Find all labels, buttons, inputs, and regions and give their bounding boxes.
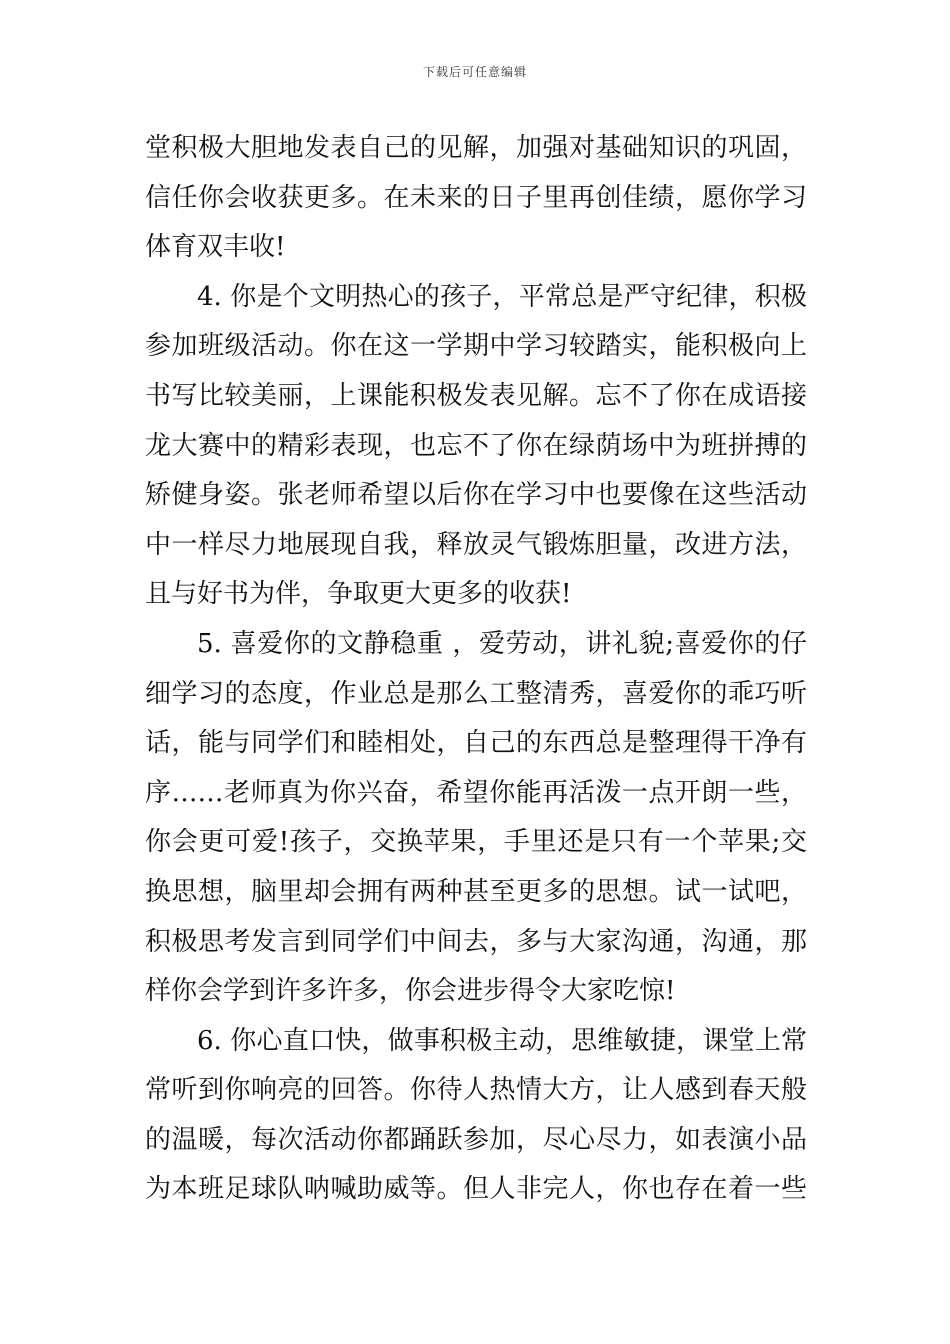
text-line: 且与好书为伴，争取更大更多的收获! bbox=[145, 579, 572, 610]
text-line: 中一样尽力地展现自我，释放灵气锻炼胆量，改进方法， bbox=[145, 529, 807, 560]
text-line: 你会更可爱!孩子，交换苹果，手里还是只有一个苹果;交 bbox=[145, 827, 807, 858]
text-line: 龙大赛中的精彩表现，也忘不了你在绿荫场中为班拼搏的 bbox=[145, 430, 807, 461]
text-line: 书写比较美丽，上课能积极发表见解。忘不了你在成语接 bbox=[145, 380, 807, 411]
paragraph-6-start: 6. 你心直口快，做事积极主动，思维敏捷，课堂上常 bbox=[197, 1025, 807, 1056]
document-body bbox=[145, 124, 807, 1215]
text-line: 为本班足球队呐喊助威等。但人非完人，你也存在着一些 bbox=[145, 1174, 807, 1205]
text-line: 信任你会收获更多。在未来的日子里再创佳绩，愿你学习 bbox=[145, 182, 807, 213]
text-line: 体育双丰收! bbox=[145, 232, 286, 263]
text-line: 常听到你响亮的回答。你待人热情大方，让人感到春天般 bbox=[145, 1075, 807, 1106]
paragraph-4-start: 4. 你是个文明热心的孩子，平常总是严守纪律，积极 bbox=[197, 281, 807, 312]
text-line: 序……老师真为你兴奋，希望你能再活泼一点开朗一些， bbox=[145, 777, 807, 808]
text-line: 话，能与同学们和睦相处，自己的东西总是整理得干净有 bbox=[145, 728, 807, 759]
text-line: 堂积极大胆地发表自己的见解，加强对基础知识的巩固， bbox=[145, 133, 807, 163]
paragraph-5-start: 5. 喜爱你的文静稳重 ，爱劳动，讲礼貌;喜爱你的仔 bbox=[197, 628, 807, 659]
page-header-note: 下载后可任意编辑 bbox=[422, 65, 527, 79]
text-line: 换思想，脑里却会拥有两种甚至更多的思想。试一试吧， bbox=[145, 876, 807, 907]
text-line: 矫健身姿。张老师希望以后你在学习中也要像在这些活动 bbox=[145, 480, 807, 511]
text-line: 样你会学到许多许多，你会进步得令大家吃惊! bbox=[145, 976, 676, 1007]
text-line: 积极思考发言到同学们中间去，多与大家沟通，沟通，那 bbox=[145, 926, 807, 957]
text-line: 参加班级活动。你在这一学期中学习较踏实，能积极向上 bbox=[145, 331, 807, 362]
text-line: 的温暖，每次活动你都踊跃参加，尽心尽力，如表演小品 bbox=[145, 1124, 807, 1155]
text-line: 细学习的态度，作业总是那么工整清秀，喜爱你的乖巧听 bbox=[145, 678, 807, 709]
